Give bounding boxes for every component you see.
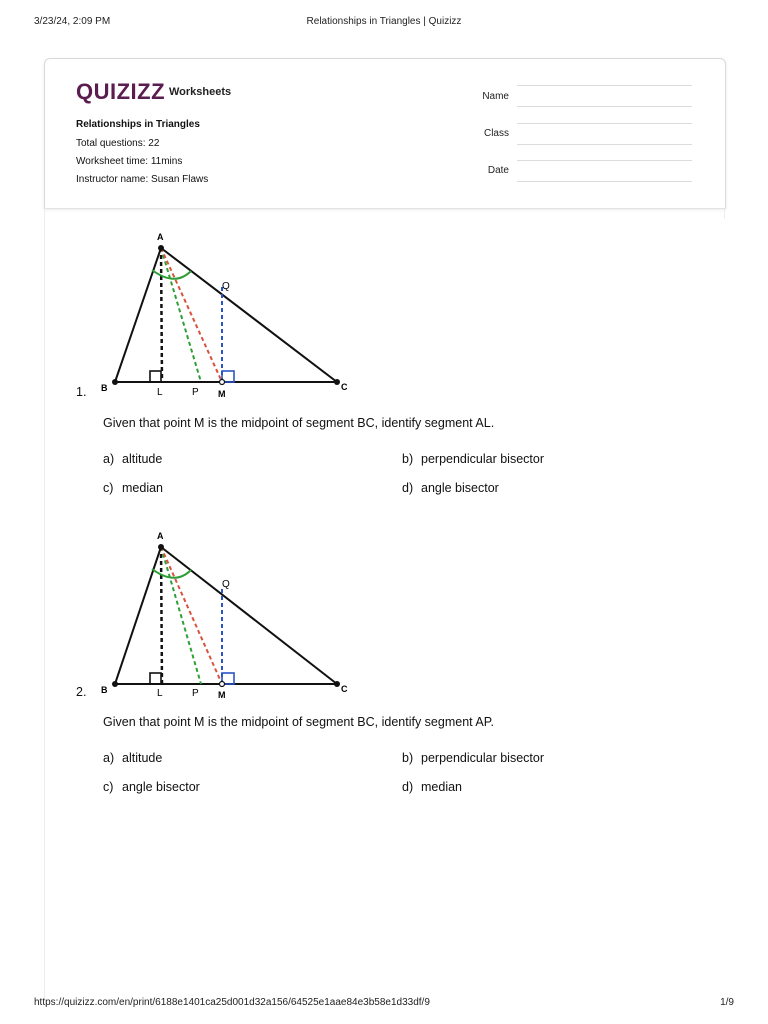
option-text: perpendicular bisector [421, 751, 544, 765]
segment-ab [115, 248, 161, 382]
label-q: Q [222, 579, 230, 590]
worksheet-time: Worksheet time: 11mins [76, 156, 183, 167]
label-m: M [218, 389, 226, 399]
class-field[interactable] [517, 123, 692, 145]
page-right-rule [724, 209, 725, 219]
page-left-rule [44, 209, 45, 999]
point-b [112, 681, 118, 687]
segment-ap [161, 248, 201, 382]
segment-am [161, 248, 222, 382]
option-letter: d) [402, 780, 414, 794]
option-letter: c) [103, 481, 114, 495]
segment-al [161, 547, 162, 684]
label-l: L [157, 688, 163, 699]
print-date: 3/23/24, 2:09 PM [34, 16, 111, 27]
logo-subtitle: Worksheets [169, 86, 232, 98]
option-text: median [421, 780, 462, 794]
segment-ab [115, 547, 161, 684]
segment-am [161, 547, 222, 684]
question-text: Given that point M is the midpoint of segment BC, identify segment AL. [103, 416, 495, 430]
option-d[interactable] [402, 780, 462, 794]
segment-ap [161, 547, 201, 684]
option-text: altitude [122, 452, 163, 466]
print-footer [34, 997, 734, 1011]
option-c[interactable] [103, 780, 200, 794]
segment-ac [161, 248, 337, 382]
option-a[interactable] [103, 751, 162, 765]
right-angle-l [150, 371, 161, 382]
option-d[interactable] [402, 481, 499, 495]
point-a [158, 544, 164, 550]
option-letter: a) [103, 751, 115, 765]
print-header [34, 16, 734, 30]
worksheet-header-card [44, 58, 726, 209]
triangle-figure-2 [100, 525, 360, 700]
label-q: Q [222, 281, 230, 292]
label-b: B [101, 383, 108, 393]
option-letter: d) [402, 481, 414, 495]
label-p: P [192, 387, 199, 398]
option-letter: a) [103, 452, 115, 466]
label-a: A [157, 531, 164, 541]
date-label: Date [487, 165, 509, 176]
point-m [220, 380, 225, 385]
name-label: Name [482, 91, 509, 102]
instructor-name: Instructor name: Susan Flaws [76, 174, 209, 185]
question-text: Given that point M is the midpoint of segment BC, identify segment AP. [103, 715, 494, 729]
point-c [334, 379, 340, 385]
angle-arc [152, 569, 191, 578]
segment-ac [161, 547, 337, 684]
quizizz-logo: QUIZIZZ [76, 79, 166, 104]
option-b[interactable] [402, 751, 544, 765]
page-number: 1/9 [720, 997, 734, 1008]
label-b: B [101, 685, 108, 695]
name-field[interactable] [517, 85, 692, 107]
triangle-figure-1 [100, 225, 360, 400]
option-letter: c) [103, 780, 114, 794]
option-c[interactable] [103, 481, 163, 495]
option-text: angle bisector [122, 780, 200, 794]
right-angle-l [150, 673, 161, 684]
header-divider [44, 208, 726, 209]
option-letter: b) [402, 751, 414, 765]
total-questions: Total questions: 22 [76, 138, 160, 149]
worksheet-title: Relationships in Triangles [76, 119, 200, 130]
option-text: perpendicular bisector [421, 452, 544, 466]
print-title: Relationships in Triangles | Quizizz [306, 16, 462, 27]
point-b [112, 379, 118, 385]
label-p: P [192, 688, 199, 699]
option-a[interactable] [103, 452, 162, 466]
label-c: C [341, 684, 348, 694]
point-c [334, 681, 340, 687]
option-text: median [122, 481, 163, 495]
option-letter: b) [402, 452, 414, 466]
date-field[interactable] [517, 160, 692, 182]
label-c: C [341, 382, 348, 392]
segment-al [161, 248, 162, 382]
option-text: angle bisector [421, 481, 499, 495]
label-m: M [218, 690, 226, 700]
question-number: 2. [76, 685, 87, 699]
label-a: A [157, 232, 164, 242]
label-l: L [157, 387, 163, 398]
class-label: Class [483, 128, 509, 139]
question-number: 1. [76, 385, 87, 399]
point-m [220, 682, 225, 687]
option-text: altitude [122, 751, 163, 765]
angle-arc [152, 270, 191, 279]
option-b[interactable] [402, 452, 544, 466]
point-a [158, 245, 164, 251]
print-url: https://quizizz.com/en/print/6188e1401ca25d001d32a156/64525e1aae84e3b58e1d33df/9 [34, 997, 430, 1008]
